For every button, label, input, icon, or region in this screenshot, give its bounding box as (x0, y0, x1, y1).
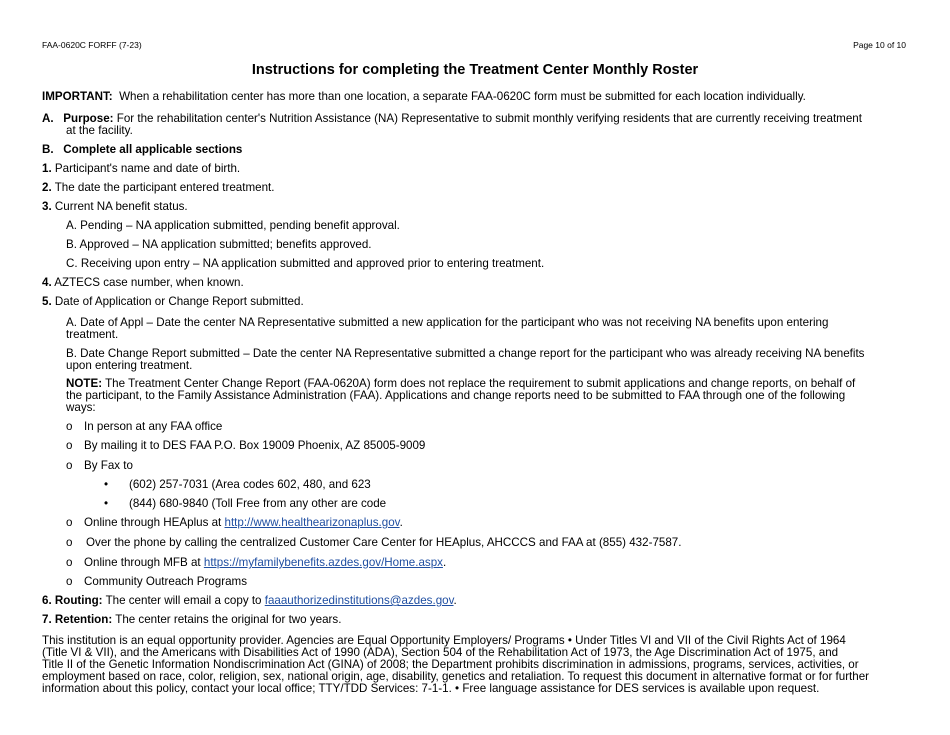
way-bullet: o (66, 575, 73, 588)
item-5-text: Date of Application or Change Report submitted. (54, 295, 304, 308)
item-1 (42, 163, 240, 176)
section-b-letter: B. (42, 143, 54, 156)
item-2-text: The date the participant entered treatment. (54, 181, 275, 194)
item-5a-line2: treatment. (66, 328, 119, 341)
retention (42, 614, 341, 627)
way-mfb (84, 557, 446, 570)
way-bullet: o (66, 439, 73, 452)
way-heaplus-period: . (399, 516, 403, 529)
item-4 (42, 277, 244, 290)
way-outreach: Community Outreach Programs (84, 575, 248, 588)
item-5b-line1: B. Date Change Report submitted – Date the center NA Representative submitted a change report for the participant who was already receiving NA benefits (66, 347, 865, 360)
item-3-num: 3. (42, 200, 52, 213)
routing-period: . (453, 594, 457, 607)
way-fax: By Fax to (84, 459, 133, 472)
document-title: Instructions for completing the Treatment Center Monthly Roster (251, 62, 699, 78)
important-text: When a rehabilitation center has more than one location, a separate FAA-0620C form must be submitted for each location individually. (119, 90, 806, 103)
item-4-num: 4. (42, 276, 52, 289)
important-note (42, 91, 806, 104)
note-text-1: The Treatment Center Change Report (FAA-0620A) form does not replace the requirement to submit applications and change reports, on behalf of (105, 377, 856, 390)
retention-text: The center retains the original for two years. (115, 613, 342, 626)
way-bullet: o (66, 459, 73, 472)
heaplus-link[interactable]: http://www.healthearizonaplus.gov (224, 516, 400, 529)
footer-line-4: employment based on race, color, religion, sex, national origin, age, disability, genetics and retaliation. To request this document in alternative format or for further (42, 670, 870, 683)
routing-label: 6. Routing: (42, 594, 103, 607)
note-line3: ways: (66, 401, 96, 414)
footer-line-2: (Title VI & VII), and the Americans with Disabilities Act of 1990 (ADA), Section 504 of the Rehabilitation Act of 1973, the Age Discrimination Act of 1975, and (42, 646, 839, 659)
footer-line-5: information about this policy, contact your local office; TTY/TDD Services: 7-1-1. • Free language assistance for DES services is available upon request. (42, 682, 820, 695)
way-bullet: o (66, 536, 73, 549)
way-mfb-period: . (442, 556, 447, 569)
item-3b: B. Approved – NA application submitted; benefits approved. (66, 238, 372, 251)
section-a (42, 113, 862, 126)
item-2-num: 2. (42, 181, 52, 194)
fax-number-2: (844) 680-9840 (Toll Free from any other are code (129, 497, 387, 510)
item-3c: C. Receiving upon entry – NA application submitted and approved prior to entering treatment. (66, 257, 545, 270)
section-a-letter: A. (42, 112, 54, 125)
fax-number-1: (602) 257-7031 (Area codes 602, 480, and 623 (129, 478, 371, 491)
footer-line-1: This institution is an equal opportunity provider. Agencies are Equal Opportunity Employers/ Programs • Under Titles VI and VII of the Civil Rights Act of 1964 (42, 634, 846, 647)
section-a-label: Purpose: (63, 112, 114, 125)
way-heaplus-text: Online through HEAplus at (84, 516, 225, 529)
section-a-text-cont: at the facility. (66, 124, 133, 137)
form-id: FAA-0620C FORFF (7-23) (42, 40, 142, 50)
routing-email-link[interactable]: faaauthorizedinstitutions@azdes.gov (264, 594, 454, 607)
section-b (42, 144, 242, 157)
routing-text: The center will email a copy to (105, 594, 265, 607)
way-mail: By mailing it to DES FAA P.O. Box 19009 Phoenix, AZ 85005-9009 (84, 439, 426, 452)
item-3 (42, 201, 188, 214)
item-5-num: 5. (42, 295, 52, 308)
routing (42, 595, 457, 608)
important-label: IMPORTANT: (42, 90, 113, 103)
way-phone: Over the phone by calling the centralized Customer Care Center for HEAplus, AHCCCS and FAA at (855) 432-7587. (86, 536, 682, 549)
way-mfb-text: Online through MFB at (84, 556, 204, 569)
note-label: NOTE: (66, 377, 103, 390)
item-1-text: Participant's name and date of birth. (54, 162, 241, 175)
item-3a: A. Pending – NA application submitted, pending benefit approval. (66, 219, 400, 232)
way-bullet: o (66, 420, 73, 433)
way-bullet: o (66, 556, 73, 569)
item-5 (42, 296, 304, 309)
section-a-text: For the rehabilitation center's Nutrition Assistance (NA) Representative to submit monthly verifying residents that are currently receiving treatment (116, 112, 862, 125)
page-number: Page 10 of 10 (853, 40, 906, 50)
item-1-num: 1. (42, 162, 52, 175)
way-bullet: o (66, 516, 73, 529)
section-b-label: Complete all applicable sections (63, 143, 243, 156)
way-heaplus (84, 517, 403, 530)
item-5a-line1: A. Date of Appl – Date the center NA Representative submitted a new application for the participant who was not receiving NA benefits upon entering (66, 316, 829, 329)
mfb-link[interactable]: https://myfamilybenefits.azdes.gov/Home.aspx (203, 556, 443, 569)
item-3-text: Current NA benefit status. (54, 200, 188, 213)
item-4-text: AZTECS case number, when known. (54, 276, 244, 289)
item-2 (42, 182, 274, 195)
note-line2: the participant, to the Family Assistance Administration (FAA). Applications and change reports need to be submitted to FAA through one of the following (66, 389, 846, 402)
fax-bullet: • (104, 478, 109, 491)
footer-line-3: Title II of the Genetic Information Nondiscrimination Act (GINA) of 2008; the Department prohibits discrimination in admissions, programs, services, activities, or (42, 658, 859, 671)
retention-label: 7. Retention: (42, 613, 113, 626)
way-in-person: In person at any FAA office (84, 420, 223, 433)
fax-bullet: • (104, 497, 109, 510)
item-5b-line2: upon entering treatment. (66, 359, 193, 372)
